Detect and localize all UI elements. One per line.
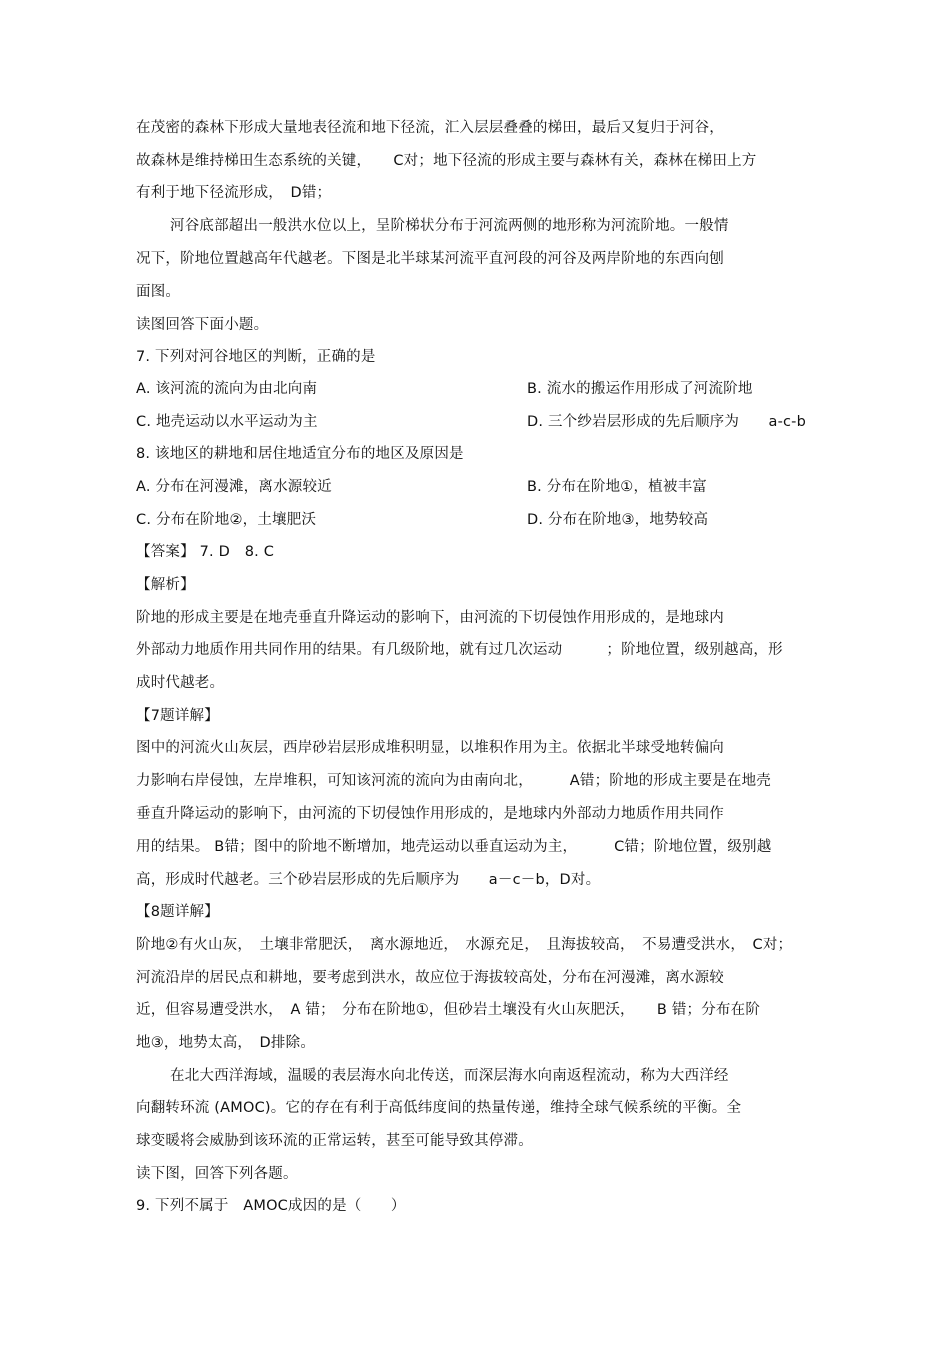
paragraph-line: 向翻转环流 (AMOC)。它的存在有利于高低纬度间的热量传递，维持全球气候系统的平衡。全 [136, 1100, 742, 1116]
paragraph-line: 河流沿岸的居民点和耕地，要考虑到洪水，故应位于海拔较高处，分布在河漫滩，离水源较 [136, 970, 724, 986]
paragraph-line: 有利于地下径流形成， D错； [136, 185, 332, 201]
paragraph-line: 阶地②有火山灰， 土壤非常肥沃， 离水源地近， 水源充足， 且海拔较高， 不易遭受洪水， C对； [136, 937, 793, 953]
paragraph-line: 力影响右岸侵蚀，左岸堆积，可知该河流的流向为由南向北， A错；阶地的形成主要是在地壳 [136, 773, 771, 789]
question-8: 8. 该地区的耕地和居住地适宜分布的地区及原因是 [136, 446, 464, 462]
option-8c: C. 分布在阶地②，土壤肥沃 [136, 512, 317, 528]
instruction-line: 读图回答下面小题。 [136, 317, 269, 333]
instruction-line: 读下图，回答下列各题。 [136, 1166, 298, 1182]
paragraph-line: 故森林是维持梯田生态系统的关键， C对；地下径流的形成主要与森林有关，森林在梯田上方 [136, 153, 757, 169]
option-7a: A. 该河流的流向为由北向南 [136, 381, 318, 397]
option-7c: C. 地壳运动以水平运动为主 [136, 414, 318, 430]
paragraph-line: 高，形成时代越老。三个砂岩层形成的先后顺序为 a－c－b，D对。 [136, 872, 601, 888]
paragraph-line: 成时代越老。 [136, 675, 225, 691]
question-9: 9. 下列不属于 AMOC成因的是（ ） [136, 1198, 406, 1214]
paragraph-line: 图中的河流火山灰层，西岸砂岩层形成堆积明显，以堆积作用为主。依据北半球受地转偏向 [136, 740, 724, 756]
paragraph-line: 面图。 [136, 284, 181, 300]
paragraph-line: 河谷底部超出一般洪水位以上，呈阶梯状分布于河流两侧的地形称为河流阶地。一般情 [170, 218, 729, 234]
paragraph-line: 外部动力地质作用共同作用的结果。有几级阶地，就有过几次运动 ；阶地位置，级别越高，形 [136, 642, 783, 658]
q8-detail-heading: 【8题详解】 [136, 904, 219, 920]
option-8d: D. 分布在阶地③，地势较高 [527, 512, 709, 528]
option-7b: B. 流水的搬运作用形成了河流阶地 [527, 381, 753, 397]
paragraph-line: 阶地的形成主要是在地壳垂直升降运动的影响下，由河流的下切侵蚀作用形成的，是地球内 [136, 610, 724, 626]
paragraph-line: 在茂密的森林下形成大量地表径流和地下径流，汇入层层叠叠的梯田，最后又复归于河谷， [136, 120, 724, 136]
paragraph-line: 况下，阶地位置越高年代越老。下图是北半球某河流平直河段的河谷及两岸阶地的东西向刨 [136, 251, 724, 267]
question-7: 7. 下列对河谷地区的判断，正确的是 [136, 349, 376, 365]
paragraph-line: 在北大西洋海域，温暖的表层海水向北传送，而深层海水向南返程流动，称为大西洋经 [170, 1068, 729, 1084]
answer-line: 【答案】 7. D 8. C [136, 544, 275, 560]
paragraph-line: 垂直升降运动的影响下，由河流的下切侵蚀作用形成的，是地球内外部动力地质作用共同作 [136, 806, 724, 822]
paragraph-line: 球变暖将会威胁到该环流的正常运转，甚至可能导致其停滞。 [136, 1133, 533, 1149]
option-7d: D. 三个纱岩层形成的先后顺序为 a-c-b [527, 414, 807, 430]
analysis-heading: 【解析】 [136, 577, 195, 593]
option-8b: B. 分布在阶地①，植被丰富 [527, 479, 707, 495]
paragraph-line: 近，但容易遭受洪水， A 错； 分布在阶地①，但砂岩土壤没有火山灰肥沃， B 错；分布在阶 [136, 1002, 761, 1018]
paragraph-line: 用的结果。 B错；图中的阶地不断增加，地壳运动以垂直运动为主， C错；阶地位置，级别越 [136, 839, 772, 855]
option-8a: A. 分布在河漫滩，离水源较近 [136, 479, 332, 495]
paragraph-line: 地③，地势太高， D排除。 [136, 1035, 316, 1051]
q7-detail-heading: 【7题详解】 [136, 708, 219, 724]
